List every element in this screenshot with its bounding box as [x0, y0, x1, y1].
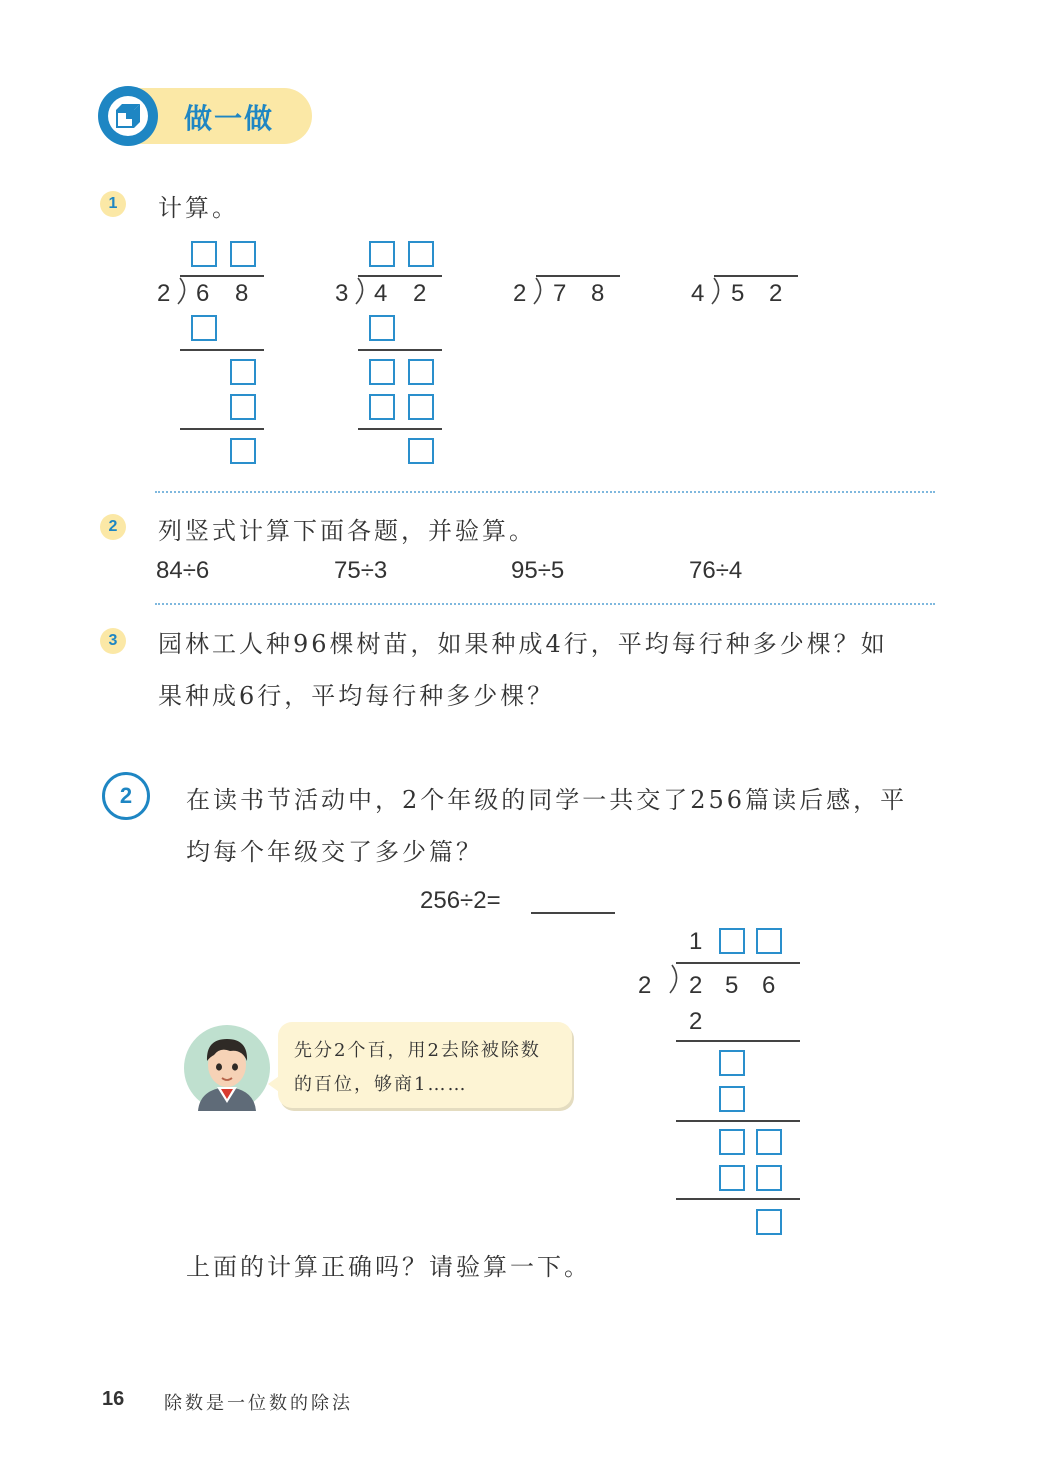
example-number-badge: 2	[102, 772, 150, 820]
answer-box[interactable]	[408, 241, 434, 267]
dividend-digit: 4	[374, 280, 388, 307]
division-bracket	[354, 276, 368, 306]
dividend-digit: 8	[235, 280, 249, 307]
divisor: 2	[157, 280, 171, 307]
speech-line: 的百位，够商1……	[294, 1074, 468, 1095]
answer-box[interactable]	[191, 315, 217, 341]
answer-box[interactable]	[408, 394, 434, 420]
expression: 75÷3	[334, 557, 388, 584]
dividend-digit: 5	[731, 280, 745, 307]
division-bar	[714, 275, 798, 277]
question-number-badge: 3	[100, 628, 126, 654]
equation: 256÷2=	[420, 887, 501, 914]
division-bracket	[668, 963, 682, 995]
answer-box[interactable]	[230, 359, 256, 385]
example-text-line1: 在读书节活动中，2个年级的同学一共交了256篇读后感，平	[186, 786, 908, 814]
dividend-digit: 8	[591, 280, 605, 307]
answer-box[interactable]	[756, 928, 782, 954]
speech-text	[294, 1034, 564, 1102]
answer-box[interactable]	[230, 394, 256, 420]
subtraction-line	[358, 349, 442, 351]
section-divider	[155, 491, 935, 493]
answer-box[interactable]	[369, 394, 395, 420]
answer-box[interactable]	[719, 1050, 745, 1076]
answer-box[interactable]	[369, 359, 395, 385]
answer-box[interactable]	[756, 1209, 782, 1235]
subtraction-line	[676, 1040, 800, 1042]
answer-box[interactable]	[191, 241, 217, 267]
check-prompt: 上面的计算正确吗？请验算一下。	[186, 1253, 591, 1281]
dividend-digit: 7	[553, 280, 567, 307]
cube-corner-icon	[98, 86, 158, 146]
subtraction-line	[676, 1120, 800, 1122]
section-divider	[155, 603, 935, 605]
answer-box[interactable]	[756, 1129, 782, 1155]
answer-box[interactable]	[756, 1165, 782, 1191]
product-digit: 2	[689, 1008, 703, 1035]
subtraction-line	[180, 349, 264, 351]
expression: 84÷6	[156, 557, 210, 584]
answer-blank[interactable]	[531, 912, 615, 914]
answer-box[interactable]	[230, 241, 256, 267]
speech-line: 先分2个百，用2去除被除数	[294, 1040, 541, 1061]
division-bar	[536, 275, 620, 277]
quotient-digit: 1	[689, 928, 703, 955]
answer-box[interactable]	[230, 438, 256, 464]
example-text-line2: 均每个年级交了多少篇？	[186, 838, 483, 866]
dividend-digit: 2	[769, 280, 783, 307]
divisor: 4	[691, 280, 705, 307]
division-bar	[180, 275, 264, 277]
page-number: 16	[102, 1388, 125, 1410]
question-text-line1: 园林工人种96棵树苗，如果种成4行，平均每行种多少棵？如	[158, 630, 888, 658]
division-bracket	[532, 276, 546, 306]
answer-box[interactable]	[408, 359, 434, 385]
divisor: 2	[638, 972, 652, 999]
subtraction-line	[180, 428, 264, 430]
answer-box[interactable]	[719, 928, 745, 954]
expression: 95÷5	[511, 557, 565, 584]
subtraction-line	[358, 428, 442, 430]
answer-box[interactable]	[719, 1086, 745, 1112]
divisor: 3	[335, 280, 349, 307]
dividend-digit: 2	[689, 972, 703, 999]
answer-box[interactable]	[719, 1129, 745, 1155]
question-text: 列竖式计算下面各题，并验算。	[158, 517, 536, 545]
subtraction-line	[676, 1198, 800, 1200]
answer-box[interactable]	[369, 241, 395, 267]
question-text: 计算。	[158, 194, 239, 222]
question-number-badge: 1	[100, 191, 126, 217]
answer-box[interactable]	[408, 438, 434, 464]
answer-box[interactable]	[369, 315, 395, 341]
section-title: 做一做	[184, 102, 275, 135]
dividend-digit: 6	[762, 972, 776, 999]
division-bracket	[710, 276, 724, 306]
dividend-digit: 2	[413, 280, 427, 307]
chapter-title: 除数是一位数的除法	[164, 1393, 353, 1414]
division-bar	[676, 962, 800, 964]
question-number-badge: 2	[100, 514, 126, 540]
divisor: 2	[513, 280, 527, 307]
boy-avatar	[184, 1025, 270, 1111]
dividend-digit: 5	[725, 972, 739, 999]
dividend-digit: 6	[196, 280, 210, 307]
question-text-line2: 果种成6行，平均每行种多少棵？	[158, 682, 555, 710]
division-bracket	[176, 276, 190, 306]
answer-box[interactable]	[719, 1165, 745, 1191]
division-bar	[358, 275, 442, 277]
expression: 76÷4	[689, 557, 743, 584]
